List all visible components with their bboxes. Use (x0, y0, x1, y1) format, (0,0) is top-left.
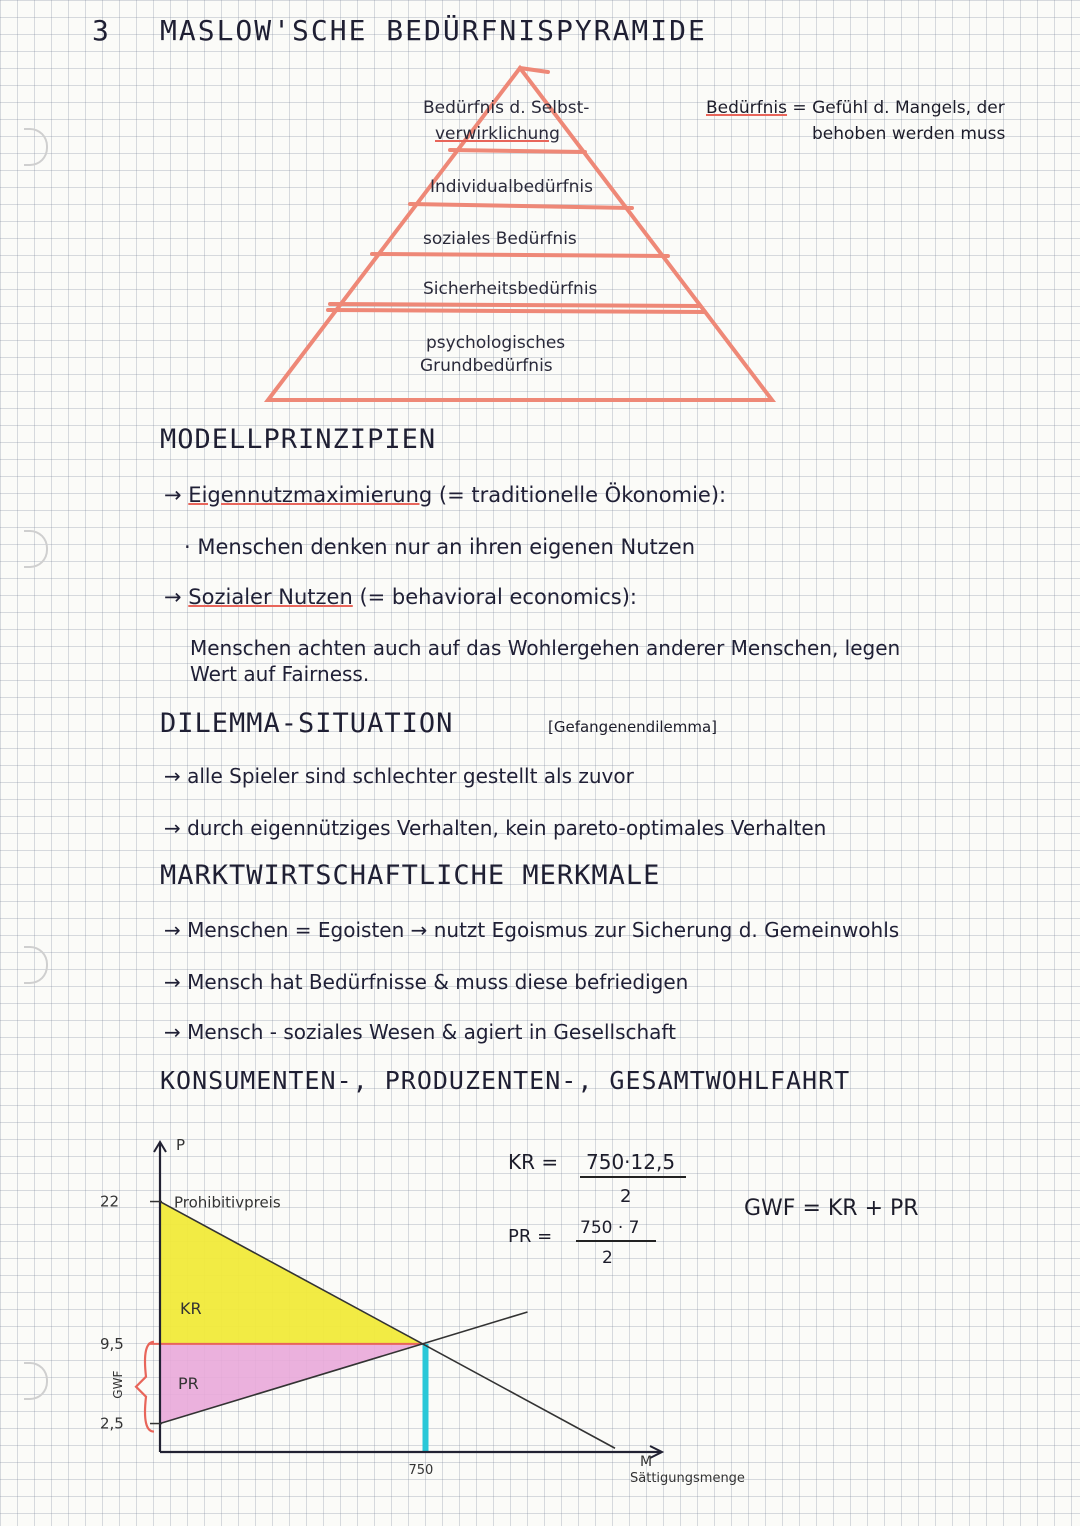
x-tick-label: 750 (408, 1463, 434, 1478)
heading-modellprinzipien: MODELLPRINZIPIEN (160, 424, 437, 455)
gwf-formula: GWF = KR + PR (744, 1196, 919, 1221)
pyramid-level-individual: Individualbedürfnis (430, 177, 593, 197)
principle-sozial-suffix: (= behavioral economics): (359, 585, 638, 609)
dilemma-note: [Gefangenendilemma] (548, 718, 718, 736)
y-tick-label: 2,5 (100, 1414, 124, 1433)
kr-label: KR = (508, 1150, 559, 1174)
markt-point-1: → Menschen = Egoisten → nutzt Egoismus zur Sicherung d. Gemeinwohls (164, 918, 900, 942)
dilemma-point-2: → durch eigennütziges Verhalten, kein pareto-optimales Verhalten (164, 816, 827, 840)
markt-point-2: → Mensch hat Bedürfnisse & muss diese befriedigen (164, 970, 689, 994)
gwf-brace-label: GWF (111, 1370, 125, 1399)
y-annotation: Prohibitivpreis (174, 1193, 281, 1212)
principle-eigennutz-title: Eigennutzmaximierung (188, 483, 433, 507)
kr-region-label: KR (180, 1298, 202, 1318)
pyramid-level-grund: psychologisches (426, 333, 566, 353)
definition-text: = Gefühl d. Mangels, der (792, 98, 1005, 118)
pyramid-level-selbst-2: verwirklichung (435, 124, 560, 144)
pyramid-level-grund-2: Grundbedürfnis (420, 356, 553, 376)
x-axis-label: M (640, 1454, 653, 1470)
pyramid-level-sozial: soziales Bedürfnis (423, 229, 577, 249)
pr-label: PR = (508, 1226, 553, 1247)
page-number: 3 (92, 14, 111, 47)
pr-denominator: 2 (602, 1248, 613, 1268)
pyramid-level-selbst: Bedürfnis d. Selbst- (423, 98, 590, 118)
definition-text-2: behoben werden muss (812, 124, 1006, 144)
principle-sozial-title: Sozialer Nutzen (188, 585, 353, 609)
principle-sozial-text: Menschen achten auch auf das Wohlergehen anderer Menschen, legen (190, 636, 901, 660)
principle-eigennutz-text: · Menschen denken nur an ihren eigenen Nutzen (184, 535, 696, 559)
heading-markt: MARKTWIRTSCHAFTLICHE MERKMALE (160, 860, 661, 891)
definition-term: Bedürfnis (706, 98, 788, 118)
dilemma-point-1: → alle Spieler sind schlechter gestellt als zuvor (164, 764, 634, 788)
y-tick-label: 9,5 (100, 1334, 124, 1353)
principle-sozial-text-2: Wert auf Fairness. (190, 662, 370, 686)
page-title: MASLOW'SCHE BEDÜRFNISPYRAMIDE (160, 14, 707, 47)
pr-numerator: 750 · 7 (576, 1218, 656, 1242)
arrow-icon: → (164, 483, 182, 507)
kr-denominator: 2 (620, 1186, 632, 1207)
markt-point-3: → Mensch - soziales Wesen & agiert in Gesellschaft (164, 1020, 676, 1044)
heading-wohlfahrt: KONSUMENTEN-, PRODUZENTEN-, GESAMTWOHLFAHRT (160, 1066, 851, 1095)
gwf-brace (136, 1342, 154, 1432)
heading-dilemma: DILEMMA-SITUATION (160, 708, 454, 739)
kr-numerator: 750·12,5 (580, 1150, 686, 1178)
y-axis-label: P (176, 1136, 186, 1154)
arrow-icon: → (164, 585, 182, 609)
x-annotation: Sättigungsmenge (630, 1471, 745, 1486)
principle-eigennutz-suffix: (= traditionelle Ökonomie): (438, 483, 727, 507)
pyramid-level-sicherheit: Sicherheitsbedürfnis (423, 279, 598, 299)
y-tick-label: 22 (100, 1192, 120, 1211)
pr-region-label: PR (178, 1373, 199, 1393)
